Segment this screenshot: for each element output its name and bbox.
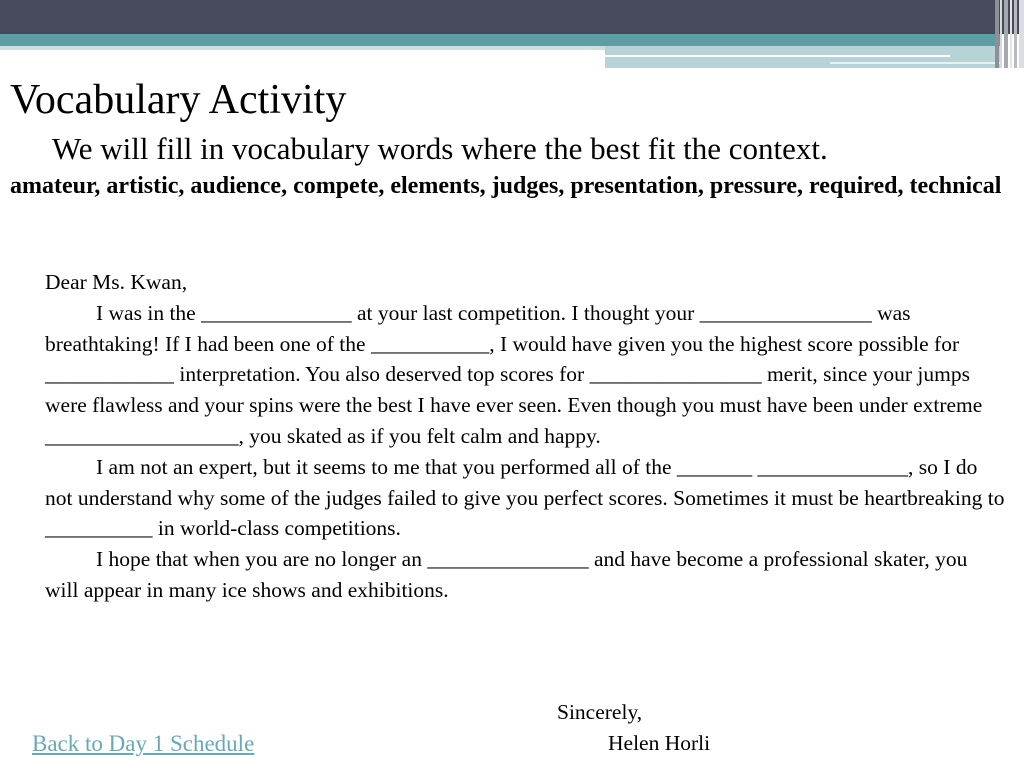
letter-closing: Sincerely, [557, 700, 643, 724]
slide-title: Vocabulary Activity [10, 77, 347, 123]
letter-paragraph-1: I was in the ______________ at your last competition. I thought your ________________ was breathtaking! If I had been one of the ___________, I would have given you the highest score possible for ____________ interpretation. You also deserved top scores for ________________ merit, since your jumps were flawless and your spins were the best I have ever seen. Even though you must have been under extreme __________________, you skated as if you felt calm and happy. [45, 300, 983, 448]
letter-body [45, 267, 1005, 606]
slide-subtitle: We will fill in vocabulary words where the best fit the context. [52, 131, 828, 166]
header-accent-line-2 [830, 62, 1000, 64]
back-to-schedule-link[interactable]: Back to Day 1 Schedule [32, 731, 255, 756]
header-vertical-stripes [995, 0, 1024, 68]
word-bank: amateur, artistic, audience, compete, elements, judges, presentation, pressure, required, technical [10, 173, 1002, 199]
header-band-teal [0, 34, 1000, 46]
header-accent-line [605, 55, 950, 57]
letter-paragraph-3: I hope that when you are no longer an _______________ and have become a professional skater, you will appear in many ice shows and exhibitions. [45, 547, 968, 602]
letter-signature: Helen Horli [608, 731, 711, 755]
header-band-dark [0, 0, 1024, 34]
letter-greeting: Dear Ms. Kwan, [45, 270, 188, 294]
header-band-light-right [605, 46, 1000, 68]
letter-paragraph-2: I am not an expert, but it seems to me that you performed all of the _______ ______________, so I do not understand why some of the judges failed to give you perfect scores. Sometimes it must be heartbreaking to __________ in world-class competitions. [45, 454, 1005, 541]
header-band-light [0, 46, 605, 50]
